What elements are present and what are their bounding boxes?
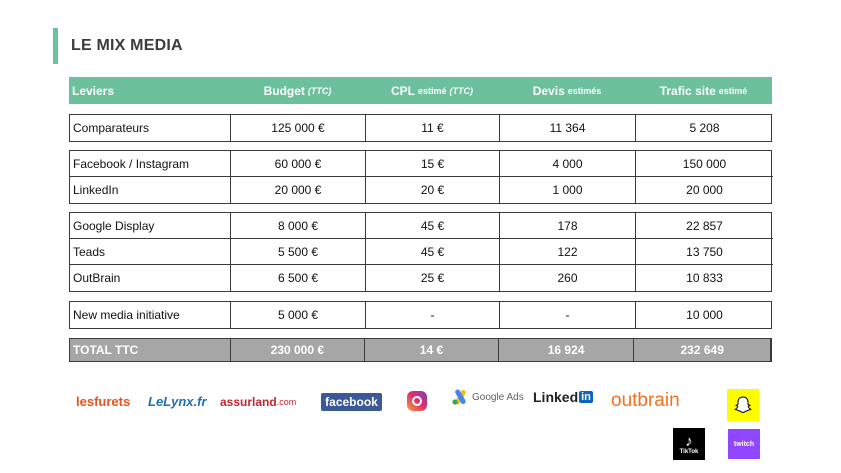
header-budget: Budget (TTC) <box>263 83 332 98</box>
cell-devis: 4 000 <box>500 151 636 176</box>
total-row <box>69 338 772 362</box>
group-new-media <box>69 301 772 329</box>
total-budget: 230 000 € <box>231 339 366 361</box>
cell-levier: New media initiative <box>70 302 231 328</box>
cell-trafic: 5 208 <box>689 121 720 135</box>
page-title: LE MIX MEDIA <box>71 37 183 54</box>
google-ads-logo: Google Ads <box>451 389 524 405</box>
group-comparateurs <box>69 114 772 142</box>
title-accent-bar <box>53 28 58 64</box>
header-trafic: Trafic site estimé <box>659 83 748 98</box>
cell-trafic: 150 000 <box>682 156 727 171</box>
table-row <box>70 177 773 203</box>
google-ads-icon <box>451 389 469 405</box>
instagram-icon <box>407 391 427 411</box>
cell-levier: Comparateurs <box>70 115 231 141</box>
header-devis: Devis estimés <box>532 83 602 98</box>
facebook-logo: facebook <box>321 393 382 411</box>
cell-devis: 122 <box>500 239 636 264</box>
cell-budget: 60 000 € <box>231 151 366 176</box>
cell-trafic: 10 833 <box>686 271 723 285</box>
cell-levier: Teads <box>70 239 231 264</box>
cell-devis: - <box>500 302 636 328</box>
cell-trafic: 22 857 <box>686 218 723 233</box>
table-row <box>70 151 773 177</box>
linkedin-logo: Linked in <box>533 389 591 405</box>
cell-cpl: 45 € <box>366 239 500 264</box>
header-cpl: CPL estimé (TTC) <box>390 83 474 98</box>
cell-trafic: 10 000 <box>686 308 723 322</box>
cell-cpl: 15 € <box>366 151 500 176</box>
cell-trafic: 20 000 <box>686 183 723 197</box>
cell-levier: LinkedIn <box>70 177 231 203</box>
ghost-icon <box>733 395 753 415</box>
table-row <box>70 213 773 239</box>
twitch-logo: twitch <box>728 429 760 459</box>
cell-cpl: 25 € <box>366 265 500 291</box>
table-row <box>70 265 773 291</box>
total-trafic: 232 649 <box>634 339 771 361</box>
table-row <box>70 302 773 328</box>
group-social <box>69 150 772 204</box>
table-header <box>69 77 772 104</box>
outbrain-logo: outbrain <box>611 390 680 411</box>
cell-budget: 5 000 € <box>231 302 366 328</box>
assurland-logo: assurland .com <box>220 395 297 409</box>
cell-devis: 260 <box>500 265 636 291</box>
table-row <box>70 115 773 141</box>
cell-devis: 11 364 <box>500 115 636 141</box>
tiktok-logo: ♪ TikTok <box>673 428 705 460</box>
cell-cpl: 20 € <box>366 177 500 203</box>
cell-cpl: - <box>366 302 500 328</box>
snapchat-ghost-icon <box>727 389 759 421</box>
lelynx-logo: LeLynx.fr <box>148 394 207 409</box>
cell-devis: 1 000 <box>500 177 636 203</box>
total-label: TOTAL TTC <box>70 339 231 361</box>
cell-budget: 125 000 € <box>231 115 366 141</box>
cell-trafic: 13 750 <box>686 244 723 259</box>
total-devis: 16 924 <box>499 339 635 361</box>
tiktok-note-icon: ♪ <box>685 432 693 450</box>
cell-cpl: 45 € <box>366 213 500 238</box>
group-display <box>69 212 772 292</box>
cell-levier: Facebook / Instagram <box>70 151 231 176</box>
cell-budget: 8 000 € <box>231 213 366 238</box>
lesfurets-logo: lesfurets <box>76 394 131 409</box>
total-cpl: 14 € <box>365 339 499 361</box>
cell-cpl: 11 € <box>366 115 500 141</box>
table-row <box>70 239 773 265</box>
cell-devis: 178 <box>500 213 636 238</box>
cell-budget: 6 500 € <box>231 265 366 291</box>
header-leviers: Leviers <box>72 83 115 98</box>
cell-levier: OutBrain <box>70 265 231 291</box>
cell-budget: 5 500 € <box>231 239 366 264</box>
cell-budget: 20 000 € <box>231 177 366 203</box>
cell-levier: Google Display <box>70 213 231 238</box>
